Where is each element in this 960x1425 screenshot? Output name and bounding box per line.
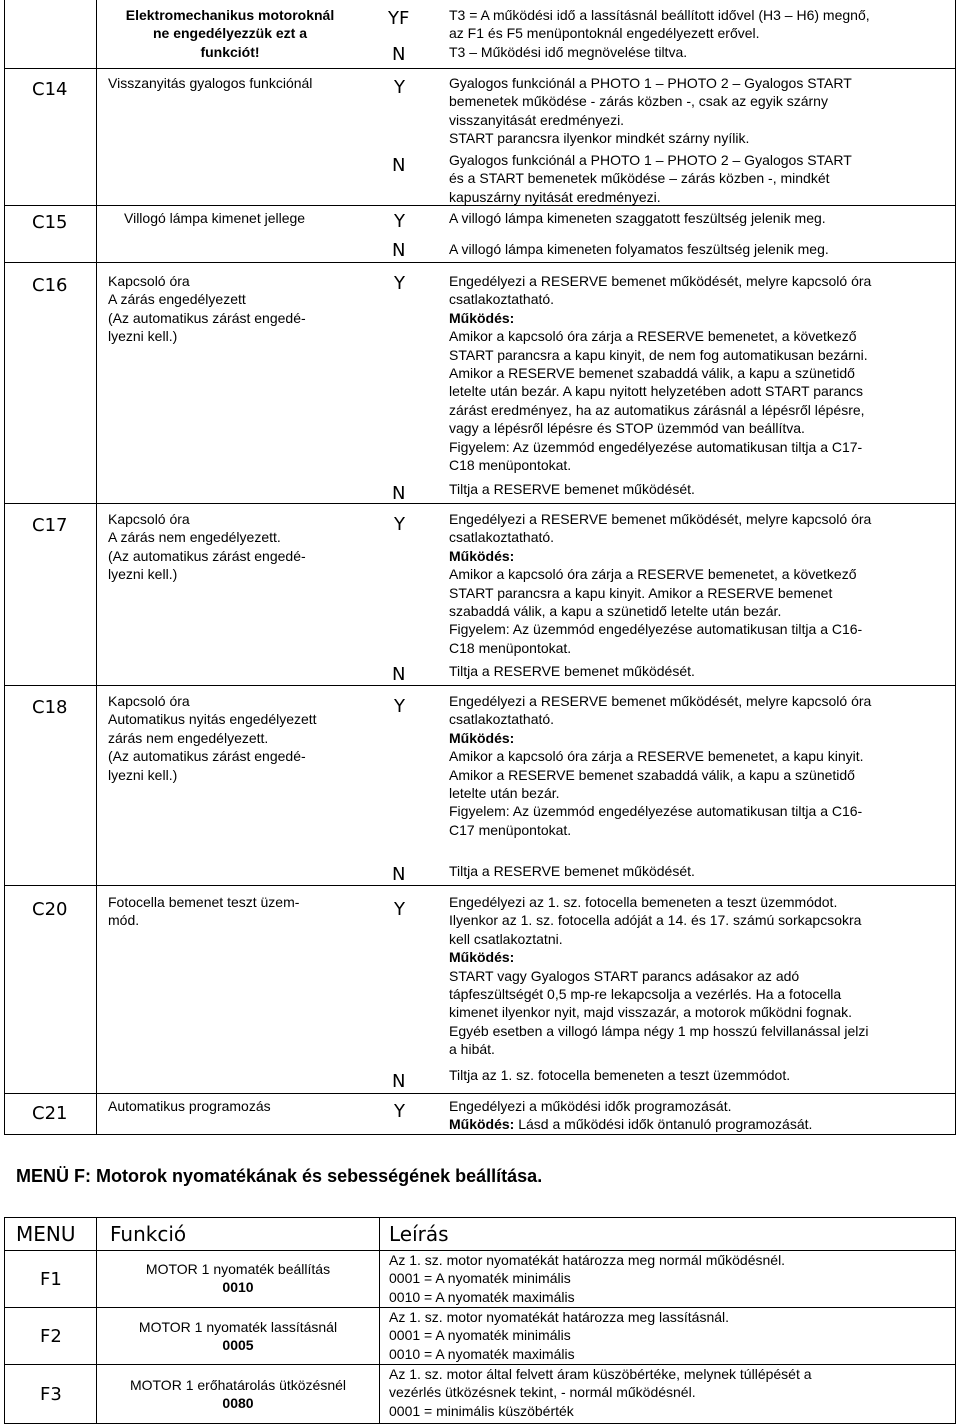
option-description: Gyalogos funkciónál a PHOTO 1 – PHOTO 2 – Gyalogos START bemenetek működése - zárás közben -, csak az egyik szárny visszanyitását eredményezi. START parancsra ilyenkor mindkét szárny nyílik. — [449, 75, 852, 147]
option-y: Y — [394, 899, 405, 920]
option-description: Tiltja az 1. sz. fotocella bemeneten a teszt üzemmódot. — [449, 1067, 791, 1083]
option-description: A villogó lámpa kimeneten folyamatos feszültség jelenik meg. — [449, 241, 829, 257]
setting-code: C15 — [32, 212, 68, 233]
option-y: Y — [394, 77, 405, 98]
setting-code: C14 — [32, 79, 68, 100]
table-border-left — [4, 0, 5, 1135]
option-n: N — [392, 483, 406, 504]
setting-label: Automatikus programozás — [108, 1098, 271, 1114]
table-border-bottom — [4, 1134, 956, 1135]
option-y: Y — [394, 211, 405, 232]
option-y: Y — [394, 514, 405, 535]
option-y: Y — [394, 1101, 405, 1122]
row-divider — [4, 262, 956, 263]
menu-description: Az 1. sz. motor nyomatékát határozza meg normál működésnél. 0001 = A nyomaték minimális 0010 = A nyomaték maximális — [389, 1252, 786, 1305]
option-description: T3 = A működési idő a lassításnál beállított idővel (H3 – H6) megnő, az F1 és F5 menüpontoknál engedélyezett erővel. — [449, 7, 870, 42]
option-description: T3 – Működési idő megnövelése tiltva. — [449, 44, 688, 60]
setting-label: Visszanyitás gyalogos funkciónál — [108, 75, 313, 91]
row-divider — [4, 685, 956, 686]
option-description: Engedélyezi a RESERVE bemenet működését, melyre kapcsoló óra csatlakoztatható. Működés: Amikor a kapcsoló óra zárja a RESERVE bemenetet, a következő START parancsra a kapu kinyit. Amikor a RESERVE bemenet szabaddá válik, a kapu a szünetidő letelte után bezár. Figyelem: Az üzemmód engedélyezése automatikusan tiltja a C16- C18 menüpontokat. — [449, 511, 872, 656]
option-description: Engedélyezi a működési idők programozását. Működés: Lásd a működési idők öntanuló programozását. — [449, 1098, 813, 1133]
menu-code: F3 — [40, 1384, 62, 1405]
option-description: A villogó lámpa kimeneten szaggatott feszültség jelenik meg. — [449, 210, 826, 226]
menu-description: Az 1. sz. motor által felvett áram küszöbértéke, melynek túllépését a vezérlés ütközésnek tekint, - normál működésnél. 0001 = minimális küszöbérték — [389, 1366, 812, 1419]
menu-code: F2 — [40, 1326, 62, 1347]
section-title: MENÜ F: Motorok nyomatékának és sebességének beállítása. — [16, 1166, 543, 1186]
setting-label: Fotocella bemenet teszt üzem- mód. — [108, 894, 300, 929]
table-border-right — [955, 1217, 956, 1424]
option-description: Engedélyezi a RESERVE bemenet működését, melyre kapcsoló óra csatlakoztatható. Működés: Amikor a kapcsoló óra zárja a RESERVE bemenetet, a kapu kinyit. Amikor a RESERVE bemenet szabaddá válik, a kapu a szünetidő letelte után bezár. Figyelem: Az üzemmód engedélyezése automatikusan tiltja a C16- C17 menüpontokat. — [449, 693, 872, 838]
setting-code: C16 — [32, 275, 68, 296]
option-y: Y — [394, 696, 405, 717]
option-description: Gyalogos funkciónál a PHOTO 1 – PHOTO 2 – Gyalogos START és a START bemenetek működése – zárás közben -, mindkét kapuszárny nyitását eredményezi. — [449, 152, 852, 205]
menu-function: MOTOR 1 erőhatárolás ütközésnél 0080 — [129, 1377, 347, 1412]
setting-label: Kapcsoló óra Automatikus nyitás engedélyezett zárás nem engedélyezett. (Az automatikus zárást engedé- lyezni kell.) — [108, 693, 317, 783]
column-divider — [379, 1217, 380, 1424]
table-border-left — [4, 1217, 5, 1424]
row-divider — [4, 503, 956, 504]
row-divider — [4, 885, 956, 886]
option-n: N — [392, 240, 406, 261]
option-n: N — [392, 155, 406, 176]
table-border-right — [955, 0, 956, 1135]
table-border-top — [4, 1217, 956, 1218]
option-n: N — [392, 864, 406, 885]
option-n: N — [392, 44, 406, 65]
menu-function: MOTOR 1 nyomaték lassításnál 0005 — [138, 1319, 338, 1354]
setting-code: C18 — [32, 697, 68, 718]
menu-code: F1 — [40, 1269, 62, 1290]
option-description: Engedélyezi az 1. sz. fotocella bemeneten a teszt üzemmódot. Ilyenkor az 1. sz. fotocella adóját a 14. és 17. számú sorkapcsokra kell csatlakoztatni. Működés: START vagy Gyalogos START parancs adásakor az adó tápfeszültségét 0,5 mp-re lekapcsolja a vezérlés. Ha a fotocella kimenet ilyenkor nyit, majd visszazár, a motorok működni fognak. Egyéb esetben a villogó lámpa négy 1 mp hosszú felvillanással jelzi a hibát. — [449, 894, 869, 1058]
setting-label: Villogó lámpa kimenet jellege — [124, 210, 306, 226]
column-header-function: Funkció — [110, 1222, 187, 1246]
option-y: Y — [394, 273, 405, 294]
setting-code: C20 — [32, 899, 68, 920]
column-header-description: Leírás — [389, 1222, 449, 1246]
setting-code: C17 — [32, 515, 68, 536]
option-n: N — [392, 1071, 406, 1092]
row-label: Elektromechanikus motoroknál ne engedélyezzük ezt a funkciót! — [125, 7, 335, 60]
setting-code: C21 — [32, 1103, 68, 1124]
option-description: Engedélyezi a RESERVE bemenet működését, melyre kapcsoló óra csatlakoztatható. Működés: Amikor a kapcsoló óra zárja a RESERVE bemenetet, a következő START parancsra a kapu kinyit, de nem fog automatikusan bezárni. Amikor a RESERVE bemenet szabaddá válik, a kapu a szünetidő letelte után bezár. A kapu nyitott helyzetében adott START parancs zárást eredményez, ha az automatikus zárásnál a lépésről lépésre, vagy a lépésről lépésre és STOP üzemmód van beállítva. Figyelem: Az üzemmód engedélyezése automatikusan tiltja a C17- C18 menüpontokat. — [449, 273, 872, 474]
setting-label: Kapcsoló óra A zárás nem engedélyezett. (Az automatikus zárást engedé- lyezni kell.) — [108, 511, 306, 583]
setting-label: Kapcsoló óra A zárás engedélyezett (Az automatikus zárást engedé- lyezni kell.) — [108, 273, 306, 345]
option-description: Tiltja a RESERVE bemenet működését. — [449, 663, 695, 679]
option-description: Tiltja a RESERVE bemenet működését. — [449, 481, 695, 497]
option-n: N — [392, 664, 406, 685]
column-header-menu: MENU — [16, 1222, 76, 1246]
row-divider — [4, 1093, 956, 1094]
table-border-bottom — [4, 1423, 956, 1424]
option-yf: YF — [388, 8, 410, 29]
menu-description: Az 1. sz. motor nyomatékát határozza meg lassításnál. 0001 = A nyomaték minimális 0010 = A nyomaték maximális — [389, 1309, 730, 1362]
row-divider — [4, 68, 956, 69]
menu-function: MOTOR 1 nyomaték beállítás 0010 — [145, 1261, 331, 1296]
option-description: Tiltja a RESERVE bemenet működését. — [449, 863, 695, 879]
column-divider — [96, 0, 97, 1135]
